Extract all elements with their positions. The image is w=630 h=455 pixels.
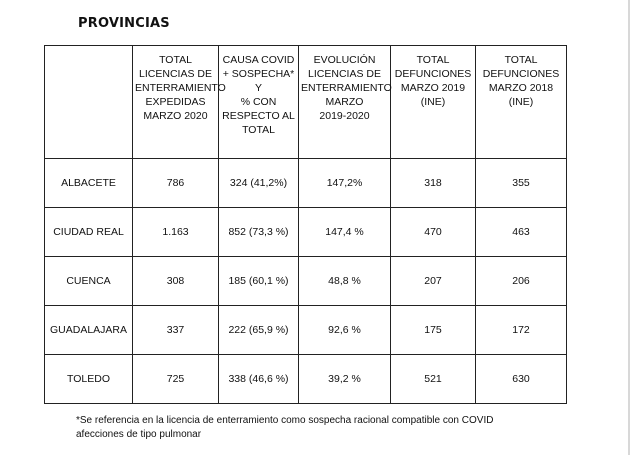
table-cell: 92,6 % (299, 306, 391, 355)
table-cell: 48,8 % (299, 257, 391, 306)
table-cell: 786 (133, 159, 219, 208)
table-cell: 222 (65,9 %) (219, 306, 299, 355)
table-cell: 1.163 (133, 208, 219, 257)
table-cell: 172 (476, 306, 567, 355)
table-cell: 338 (46,6 %) (219, 355, 299, 404)
table-cell: 308 (133, 257, 219, 306)
table-cell: 318 (391, 159, 476, 208)
page-title: PROVINCIAS (78, 16, 170, 31)
table-header-row (45, 46, 567, 159)
table-cell: 147,4 % (299, 208, 391, 257)
table-cell: 470 (391, 208, 476, 257)
table-cell: 630 (476, 355, 567, 404)
table-row (45, 257, 567, 306)
table-cell: 355 (476, 159, 567, 208)
footnote-line: *Se referencia en la licencia de enterramiento como sospecha racional compatible con COVID (76, 415, 494, 426)
table-cell: 725 (133, 355, 219, 404)
provinces-table (44, 45, 567, 404)
table-row (45, 159, 567, 208)
table-cell: 39,2 % (299, 355, 391, 404)
header-empty (45, 46, 133, 159)
table-cell: 206 (476, 257, 567, 306)
table-cell: 463 (476, 208, 567, 257)
province-name: TOLEDO (45, 355, 133, 404)
province-name: ALBACETE (45, 159, 133, 208)
header-defunciones-2019: TOTAL DEFUNCIONES MARZO 2019 (INE) (391, 46, 476, 159)
table-cell: 185 (60,1 %) (219, 257, 299, 306)
table-cell: 337 (133, 306, 219, 355)
table-cell: 324 (41,2%) (219, 159, 299, 208)
footnote-line: afecciones de tipo pulmonar (76, 429, 202, 440)
province-name: CUENCA (45, 257, 133, 306)
table-cell: 175 (391, 306, 476, 355)
table-row (45, 208, 567, 257)
header-evolucion: EVOLUCIÓN LICENCIAS DE ENTERRAMIENTO MARZO 2019-2020 (299, 46, 391, 159)
header-defunciones-2018: TOTAL DEFUNCIONES MARZO 2018 (INE) (476, 46, 567, 159)
header-causa-covid: CAUSA COVID + SOSPECHA* Y % CON RESPECTO AL TOTAL (219, 46, 299, 159)
province-name: CIUDAD REAL (45, 208, 133, 257)
table-row (45, 306, 567, 355)
province-name: GUADALAJARA (45, 306, 133, 355)
table-cell: 147,2% (299, 159, 391, 208)
table-cell: 521 (391, 355, 476, 404)
header-total-licencias: TOTAL LICENCIAS DE ENTERRAMIENTO EXPEDIDAS MARZO 2020 (133, 46, 219, 159)
footnote (76, 414, 576, 442)
table-cell: 852 (73,3 %) (219, 208, 299, 257)
table-cell: 207 (391, 257, 476, 306)
table-row (45, 355, 567, 404)
